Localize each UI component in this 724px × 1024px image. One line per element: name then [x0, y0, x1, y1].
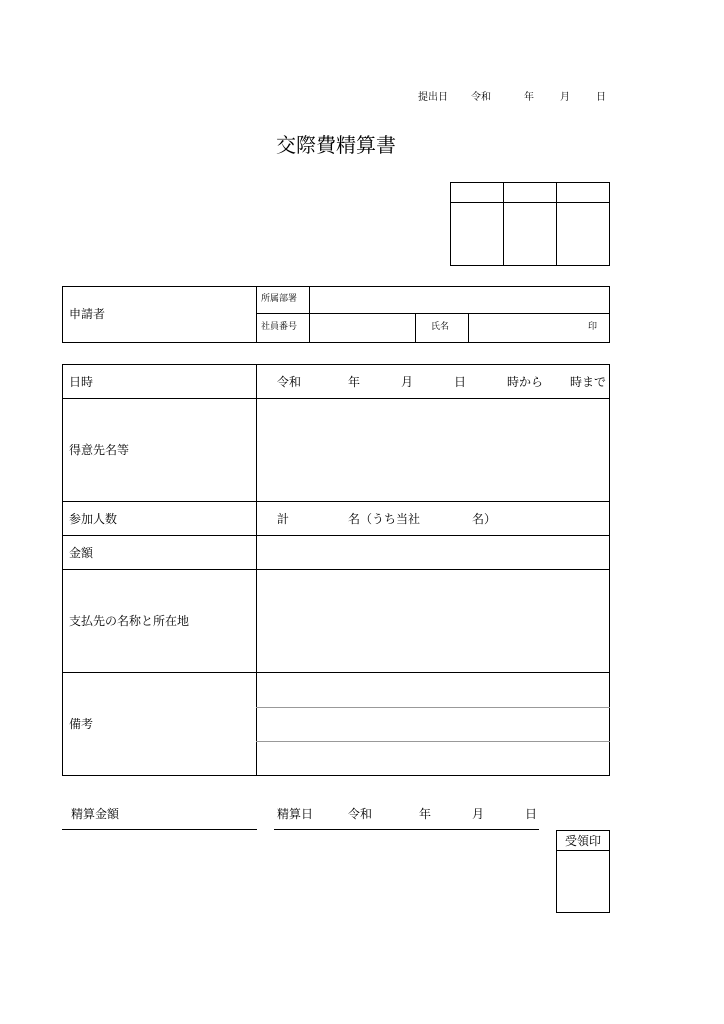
amount-field[interactable] — [258, 537, 608, 567]
seal-mark: 印 — [588, 322, 598, 332]
payee-label: 支払先の名称と所在地 — [69, 614, 190, 628]
participants-end: 名） — [472, 512, 497, 526]
datetime-day-unit: 日 — [454, 375, 467, 389]
datetime-to: 時まで — [570, 375, 607, 389]
submit-era: 令和 — [471, 92, 491, 103]
submit-month-unit: 月 — [560, 92, 570, 103]
submit-day-unit: 日 — [596, 92, 606, 103]
amount-label: 金額 — [69, 546, 94, 560]
settlement-day-unit: 日 — [525, 807, 538, 821]
approval-header-divider — [450, 202, 610, 203]
participants-label: 参加人数 — [69, 512, 118, 526]
datetime-label: 日時 — [69, 375, 94, 389]
client-field[interactable] — [258, 400, 608, 499]
participants-total: 計 — [277, 512, 290, 526]
name-field[interactable] — [470, 316, 580, 341]
receipt-seal-label: 受領印 — [564, 834, 601, 848]
applicant-label: 申請者 — [69, 307, 106, 321]
settlement-month-unit: 月 — [472, 807, 485, 821]
settlement-date-label: 精算日 — [277, 807, 314, 821]
datetime-year-unit: 年 — [348, 375, 361, 389]
datetime-from: 時から — [507, 375, 544, 389]
approval-stamp-grid — [450, 182, 610, 266]
approval-col-divider-2 — [556, 182, 557, 266]
emp-no-field[interactable] — [311, 316, 413, 341]
datetime-era: 令和 — [277, 375, 302, 389]
approval-col-divider-1 — [503, 182, 504, 266]
submit-date-label: 提出日 — [418, 92, 448, 103]
page-title: 交際費精算書 — [276, 133, 396, 157]
settlement-era: 令和 — [348, 807, 373, 821]
payee-field[interactable] — [258, 571, 608, 670]
remarks-field[interactable] — [258, 674, 608, 774]
submit-year-unit: 年 — [524, 92, 534, 103]
settlement-year-unit: 年 — [419, 807, 432, 821]
client-label: 得意先名等 — [69, 443, 130, 457]
dept-label: 所属部署 — [261, 294, 298, 304]
remarks-label: 備考 — [69, 717, 94, 731]
dept-field[interactable] — [311, 289, 607, 310]
participants-ours: 名（うち当社 — [348, 512, 421, 526]
datetime-month-unit: 月 — [401, 375, 414, 389]
settlement-amount-label: 精算金額 — [71, 807, 120, 821]
emp-no-label: 社員番号 — [261, 322, 298, 332]
settlement-date-line — [274, 829, 539, 830]
name-label: 氏名 — [431, 322, 450, 332]
settlement-amount-line — [62, 829, 257, 830]
